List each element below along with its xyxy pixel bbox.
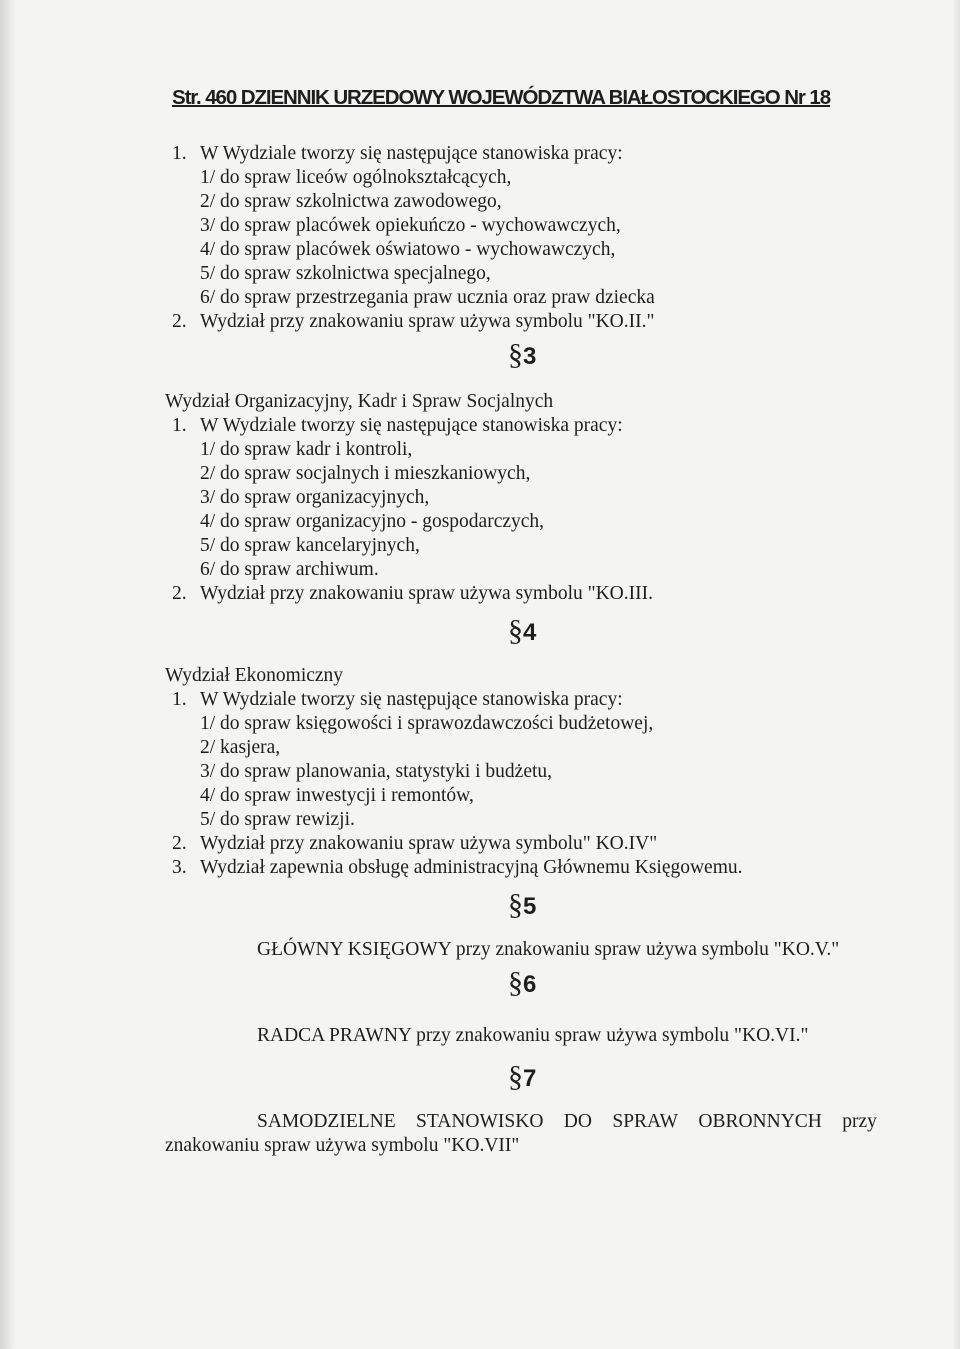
s4-paragraph-3 <box>172 856 743 880</box>
s4-p3-num: 3. <box>172 857 187 878</box>
s3-paragraph-2 <box>172 582 653 606</box>
s3-item-2: 2/ do spraw socjalnych i mieszkaniowych, <box>200 463 531 484</box>
page-header: Str. 460 DZIENNIK URZEDOWY WOJEWÓDZTWA BIAŁOSTOCKIEGO Nr 18 <box>172 86 830 109</box>
s3-item-5: 5/ do spraw kancelaryjnych, <box>200 535 420 556</box>
section-7-heading <box>508 1060 536 1094</box>
s3-p1-text: W Wydziale tworzy się następujące stanowiska pracy: <box>200 415 623 436</box>
section-sign: § <box>508 888 523 921</box>
section-7-number: 7 <box>523 1065 537 1092</box>
b1-p1-text: W Wydziale tworzy się następujące stanowiska pracy: <box>200 143 623 164</box>
section-4-heading <box>508 614 536 648</box>
s4-paragraph-2 <box>172 832 658 856</box>
section-sign: § <box>508 614 523 647</box>
s4-item-3: 3/ do spraw planowania, statystyki i budżetu, <box>200 761 553 782</box>
b1-p1-num: 1. <box>172 143 187 164</box>
b1-item-5: 5/ do spraw szkolnictwa specjalnego, <box>200 263 491 284</box>
section-6-number: 6 <box>523 971 537 998</box>
b1-item-4: 4/ do spraw placówek oświatowo - wychowawczych, <box>200 239 616 260</box>
s4-item-4: 4/ do spraw inwestycji i remontów, <box>200 785 474 806</box>
s7-word-6: przy <box>842 1111 877 1132</box>
b1-p2-text: Wydział przy znakowaniu spraw używa symbolu "KO.II." <box>200 311 655 332</box>
s7-word-3: DO <box>563 1111 592 1132</box>
page-scan-edge-right <box>952 0 960 1349</box>
s7-word-1: SAMODZIELNE <box>257 1111 396 1132</box>
s4-p2-text: Wydział przy znakowaniu spraw używa symbolu" KO.IV" <box>200 833 658 854</box>
b1-paragraph-2 <box>172 310 655 334</box>
section-3-number: 3 <box>523 343 537 370</box>
s7-word-5: OBRONNYCH <box>698 1111 822 1132</box>
b1-item-2: 2/ do spraw szkolnictwa zawodowego, <box>200 191 502 212</box>
s4-item-2: 2/ kasjera, <box>200 737 281 758</box>
section-6-heading <box>508 966 536 1000</box>
section-sign: § <box>508 1060 523 1093</box>
section-5-number: 5 <box>523 893 537 920</box>
s3-item-6: 6/ do spraw archiwum. <box>200 559 379 580</box>
s4-item-1: 1/ do spraw księgowości i sprawozdawczości budżetowej, <box>200 713 654 734</box>
s4-p2-num: 2. <box>172 833 187 854</box>
section-sign: § <box>508 338 523 371</box>
s3-p2-text: Wydział przy znakowaniu spraw używa symbolu "KO.III. <box>200 583 653 604</box>
section-7-line-2: znakowaniu spraw używa symbolu "KO.VII" <box>165 1135 520 1156</box>
s3-p1-num: 1. <box>172 415 187 436</box>
s7-word-4: SPRAW <box>612 1111 678 1132</box>
page-scan-edge-left <box>0 0 16 1349</box>
section-6-text: RADCA PRAWNY przy znakowaniu spraw używa symbolu "KO.VI." <box>257 1025 809 1046</box>
s4-p3-text: Wydział zapewnia obsługę administracyjną Głównemu Księgowemu. <box>200 857 743 878</box>
s4-p1-text: W Wydziale tworzy się następujące stanowiska pracy: <box>200 689 623 710</box>
b1-item-3: 3/ do spraw placówek opiekuńczo - wychowawczych, <box>200 215 621 236</box>
s4-item-5: 5/ do spraw rewizji. <box>200 809 355 830</box>
b1-p2-num: 2. <box>172 311 187 332</box>
section-3-title: Wydział Organizacyjny, Kadr i Spraw Socjalnych <box>165 391 554 412</box>
s3-item-3: 3/ do spraw organizacyjnych, <box>200 487 430 508</box>
s7-word-2: STANOWISKO <box>416 1111 544 1132</box>
section-5-text: GŁÓWNY KSIĘGOWY przy znakowaniu spraw używa symbolu "KO.V." <box>257 939 840 960</box>
b1-paragraph-1 <box>172 142 623 166</box>
s3-p2-num: 2. <box>172 583 187 604</box>
section-3-heading <box>508 338 536 372</box>
s3-item-1: 1/ do spraw kadr i kontroli, <box>200 439 413 460</box>
section-4-title: Wydział Ekonomiczny <box>165 665 344 686</box>
s4-paragraph-1 <box>172 688 623 712</box>
s3-item-4: 4/ do spraw organizacyjno - gospodarczych, <box>200 511 545 532</box>
b1-item-1: 1/ do spraw liceów ogólnokształcących, <box>200 167 512 188</box>
s3-paragraph-1 <box>172 414 623 438</box>
s4-p1-num: 1. <box>172 689 187 710</box>
b1-item-6: 6/ do spraw przestrzegania praw ucznia oraz praw dziecka <box>200 287 655 308</box>
section-5-heading <box>508 888 536 922</box>
section-7-line-1 <box>257 1110 877 1134</box>
section-sign: § <box>508 966 523 999</box>
section-4-number: 4 <box>523 619 537 646</box>
